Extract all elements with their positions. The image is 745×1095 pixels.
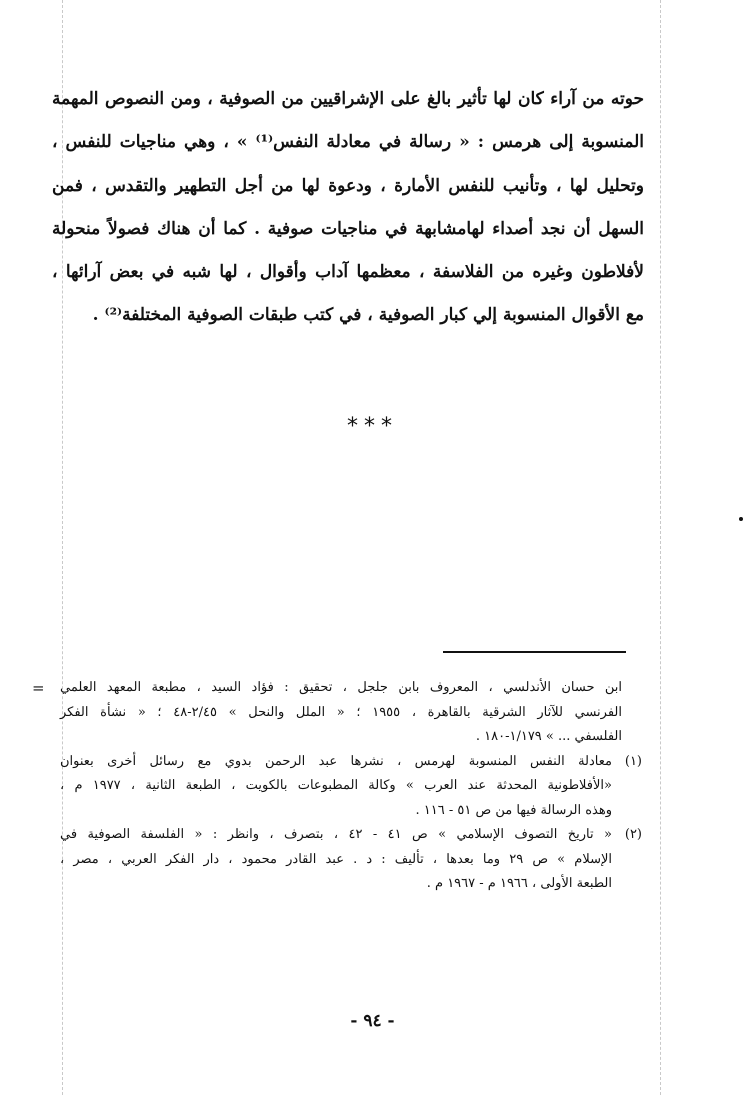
footnote-line: الطبعة الأولى ، ١٩٦٦ م - ١٩٦٧ م . xyxy=(426,876,612,891)
footnote-line: معادلة النفس المنسوبة لهرمس ، نشرها عبد الرحمن بدوي مع رسائل أخرى بعنوان xyxy=(60,753,612,769)
footnote-line: ابن حسان الأندلسي ، المعروف بابن جلجل ، تحقيق : فؤاد السيد ، مطبعة المعهد العلمي xyxy=(60,680,622,695)
footnote-1 xyxy=(60,750,642,824)
body-line: لأفلاطون وغيره من الفلاسفة ، معظمها آداب وأقوال ، لها شبه في بعض آرائها ، xyxy=(52,262,644,283)
footnote-line: « تاريخ التصوف الإسلامي » ص ٤١ - ٤٢ ، بتصرف ، وانظر : « الفلسفة الصوفية في xyxy=(60,827,612,842)
body-line: السهل أن نجد أصداء لهامشابهة في مناجيات صوفية . كما أن هناك فصولاً منحولة xyxy=(52,218,644,239)
body-line: وتحليل لها ، وتأنيب للنفس الأمارة ، ودعوة لها من أجل التطهير والتقدس ، فمن xyxy=(52,175,644,196)
continuation-marker: = xyxy=(32,679,45,697)
section-separator: *** xyxy=(347,414,398,439)
footnote-marker: (١) xyxy=(624,753,642,769)
body-text xyxy=(52,78,644,338)
footnote-2 xyxy=(60,823,642,897)
scan-speck xyxy=(739,517,743,521)
page-number: - ٩٤ - xyxy=(350,1011,395,1031)
scan-edge-line-right xyxy=(660,0,661,1095)
footnote-line: الفرنسي للآثار الشرقية بالقاهرة ، ١٩٥٥ ؛ « الملل والنحل » ٢/٤٥-٤٨ ؛ « نشأة الفكر xyxy=(60,704,622,720)
footnote-marker: (٢) xyxy=(624,827,642,842)
footnote-line: وهذه الرسالة فيها من ص ٥١ - ١١٦ . xyxy=(415,802,612,818)
footnote-line: «الأفلاطونية المحدثة عند العرب » وكالة المطبوعات بالكويت ، الطبعة الثانية ، ١٩٧٧ م ، xyxy=(60,778,612,793)
footnote-continuation xyxy=(32,676,642,750)
body-line: مع الأقوال المنسوبة إلي كبار الصوفية ، في كتب طبقات الصوفية المختلفة⁽²⁾ . xyxy=(92,305,644,326)
footnotes xyxy=(32,676,642,897)
footnote-line: الإسلام » ص ٢٩ وما بعدها ، تأليف : د . عبد القادر محمود ، دار الفكر العربي ، مصر ، xyxy=(60,851,612,867)
footnote-line: الفلسفي ... » ١/١٧٩-١٨٠ . xyxy=(475,729,622,744)
body-line: حوته من آراء كان لها تأثير بالغ على الإشراقيين من الصوفية ، ومن النصوص المهمة xyxy=(52,89,644,109)
footnote-divider xyxy=(443,651,626,653)
body-line: المنسوبة إلى هرمس : « رسالة في معادلة النفس⁽¹⁾ » ، وهي مناجيات للنفس ، xyxy=(52,132,644,153)
